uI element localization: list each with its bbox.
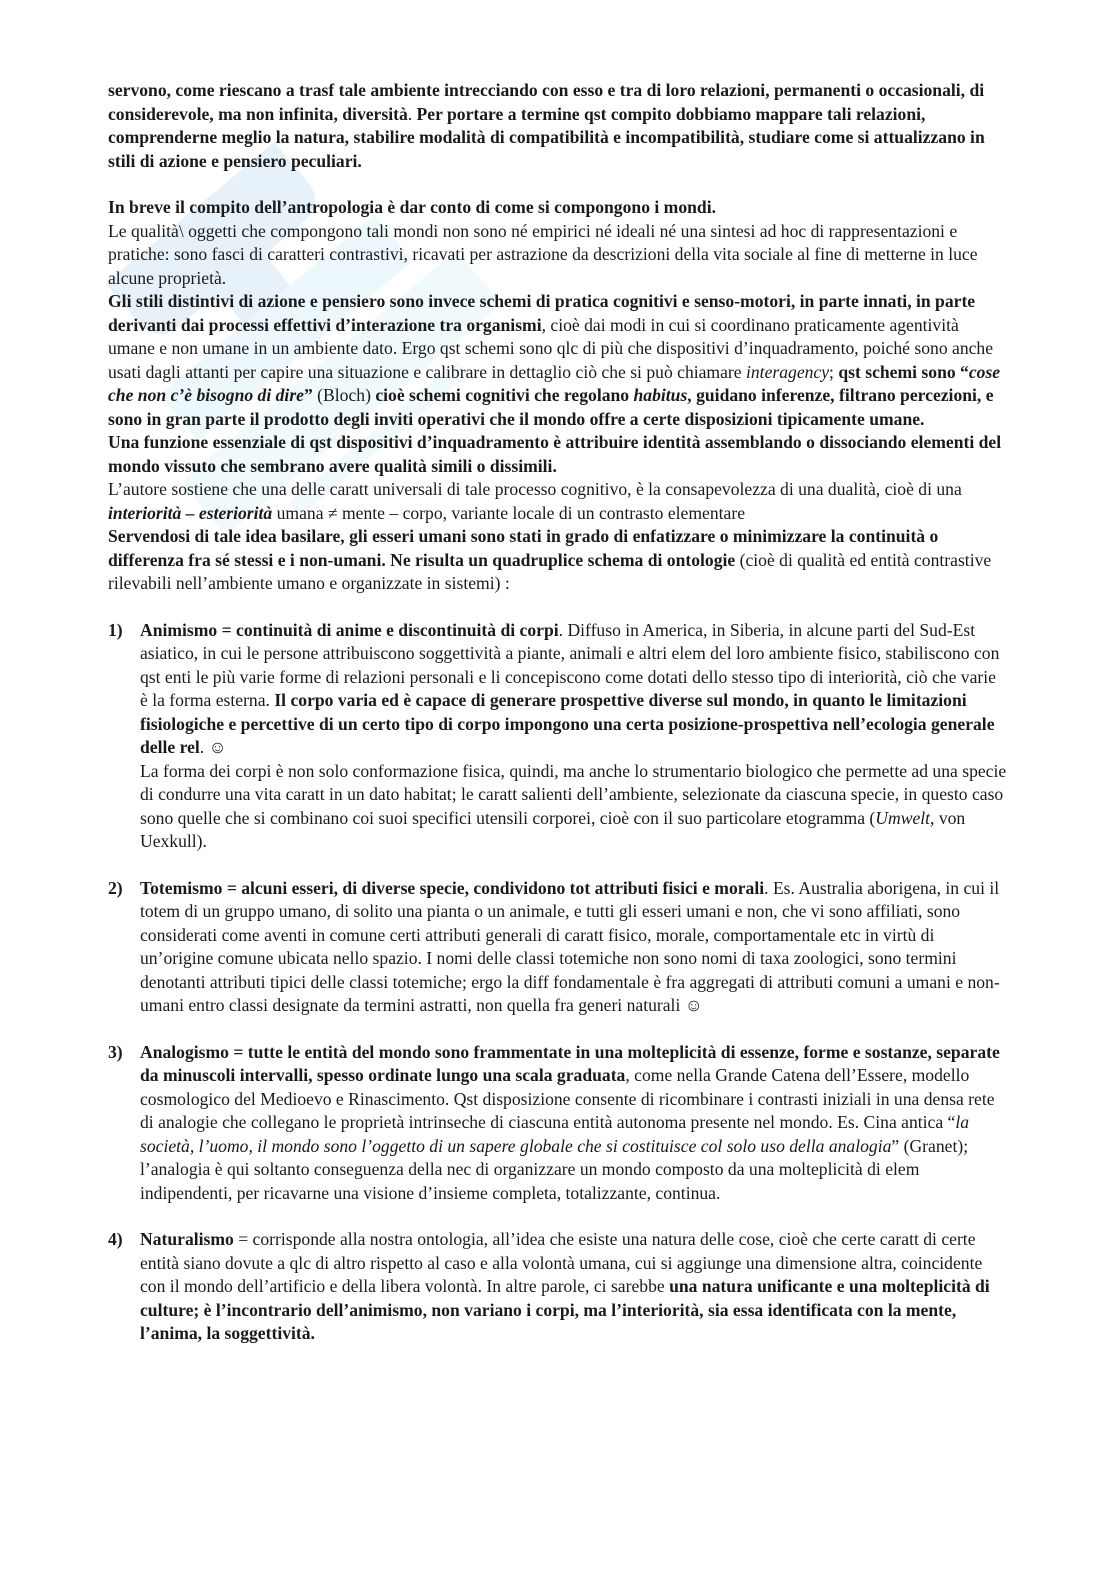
- ontology-list: [108, 619, 1008, 1346]
- paragraph-qualities: Le qualità\ oggetti che compongono tali mondi non sono né empirici né ideali né una sintesi ad hoc di rappresentazioni e pratiche: sono fasci di caratteri contrastivi, ricavati per astrazione da descrizioni della vita sociale al fine di metterne in luce alcune proprietà.: [108, 220, 978, 288]
- list-item-analogismo: 3) Analogismo = tutte le entità del mondo sono frammentate in una molteplicità di essenze, forme e sostanze, separate da minuscoli intervalli, spesso ordinate lungo una scala graduata, come nella Grande Catena dell’Essere, modello cosmologico del Medioevo e Rinascimento. Qst disposizione consente di ricombinare i contrasti iniziali in una densa rete di analogie che collegano le proprietà intrinseche di ciascuna entità autonoma presente nel mondo. Es. Cina antica “la società, l’uomo, il mondo sono l’oggetto di un sapere globale che si costituisce col solo uso della analogia” (Granet); l’analogia è qui soltanto conseguenza della nec di organizzare un mondo composto da una molteplicità di elem indipendenti, per ricavarne una visione d’insieme completa, totalizzante, continua.: [108, 1041, 1000, 1203]
- paragraph-duality: L’autore sostiene che una delle caratt universali di tale processo cognitivo, è la consapevolezza di una dualità, cioè di una interiorità – esteriorità umana ≠ mente – corpo, variante locale di un contrasto elementare: [108, 479, 962, 523]
- list-item-naturalismo: 4) Naturalismo = corrisponde alla nostra ontologia, all’idea che esiste una natura delle cose, cioè che certe caratt di certe entità siano dovute a qlc di altro rispetto al caso e alla volontà umana, cui si aggiunge una dimensione altra, coincidente con il mondo dell’artificio e della libera volontà. In altre parole, ci sarebbe una natura unificante e una molteplicità di culture; è l’incontrario dell’animismo, non variano i corpi, ma l’interiorità, sia essa identificata con la mente, l’anima, la soggettività.: [108, 1229, 990, 1343]
- list-item-animismo: 1) Animismo = continuità di anime e discontinuità di corpi. Diffuso in America, in Siberia, in alcune parti del Sud-Est asiatico, in cui le persone attribuiscono soggettività a piante, animali e altri elem del loro ambiente fisico, stabiliscono con qst enti le più varie forme di relazioni personali e li concepiscono come dotati dello stesso tipo di interiorità, ciò che varie è la forma esterna. Il corpo varia ed è capace di generare prospettive diverse sul mondo, in quanto le limitazioni fisiologiche e percettive di un certo tipo di corpo impongono una certa posizione-prospettiva nell’ecologia generale delle rel. ☺ La forma dei corpi è non solo conformazione fisica, quindi, ma anche lo strumentario biologico che permette ad una specie di condurre una vita caratt in un dato habitat; le caratt salienti dell’ambiente, selezionate da ciascuna specie, in questo caso sono quelle che si combinano coi suoi specifici utensili corporei, cioè con il suo particolare etogramma (Umwelt, von Uexkull).: [108, 619, 1007, 851]
- paragraph-styles: Gli stili distintivi di azione e pensiero sono invece schemi di pratica cognitivi e senso-motori, in parte innati, in parte derivanti dai processi effettivi d’interazione tra organismi, cioè dai modi in cui si coordinano praticamente agentività umane e non umane in un ambiente dato. Ergo qst schemi sono qlc di più che dispositivi d’inquadramento, poiché sono anche usati dagli attanti per capire una situazione e calibrare in dettaglio ciò che si può chiamare interagency; qst schemi sono “cose che non c’è bisogno di dire” (Bloch) cioè schemi cognitivi che regolano habitus, guidano inferenze, filtrano percezioni, e sono in gran parte il prodotto degli inviti operativi che il mondo offre a certe disposizioni tipicamente umane.: [108, 291, 1001, 429]
- paragraph-ontologies: Servendosi di tale idea basilare, gli esseri umani sono stati in grado di enfatizzare o minimizzare la continuità o differenza fra sé stessi e i non-umani. Ne risulta un quadruplice schema di ontologie (cioè di qualità ed entità contrastive rilevabili nell’ambiente umano e organizzate in sistemi) :: [108, 526, 992, 593]
- list-item-totemismo: 2) Totemismo = alcuni esseri, di diverse specie, condividono tot attributi fisici e morali. Es. Australia aborigena, in cui il totem di un gruppo umano, di solito una pianta o un animale, e tutti gli esseri umani e non, che vi sono affiliati, sono considerati come aventi in comune certi attributi generali di caratt fisico, morale, comportamentale etc in virtù di un’origine comune ubicata nello spazio. I nomi delle classi totemiche non sono nomi di taxa zoologici, sono termini denotanti attributi tipici delle classi totemiche; ergo la diff fondamentale è fra aggregati di attributi comuni a umani e non-umani entro classi designate da termini astratti, non quella fra generi naturali ☺: [108, 877, 1000, 1015]
- paragraph-framing-function: Una funzione essenziale di qst dispositivi d’inquadramento è attribuire identità assemblando o dissociando elementi del mondo vissuto che sembrano avere qualità simili o dissimili.: [108, 432, 1002, 476]
- document-body: [108, 79, 1008, 1346]
- paragraph-anthropology-task: In breve il compito dell’antropologia è dar conto di come si compongono i mondi.: [108, 197, 716, 217]
- paragraph-intro-continuation: servono, come riescano a trasf tale ambiente intrecciando con esso e tra di loro relazioni, permanenti o occasionali, di considerevole, ma non infinita, diversità. Per portare a termine qst compito dobbiamo mappare tali relazioni, comprenderne meglio la natura, stabilire modalità di compatibilità e incompatibilità, studiare come si attualizzano in stili di azione e pensiero peculiari.: [108, 80, 985, 171]
